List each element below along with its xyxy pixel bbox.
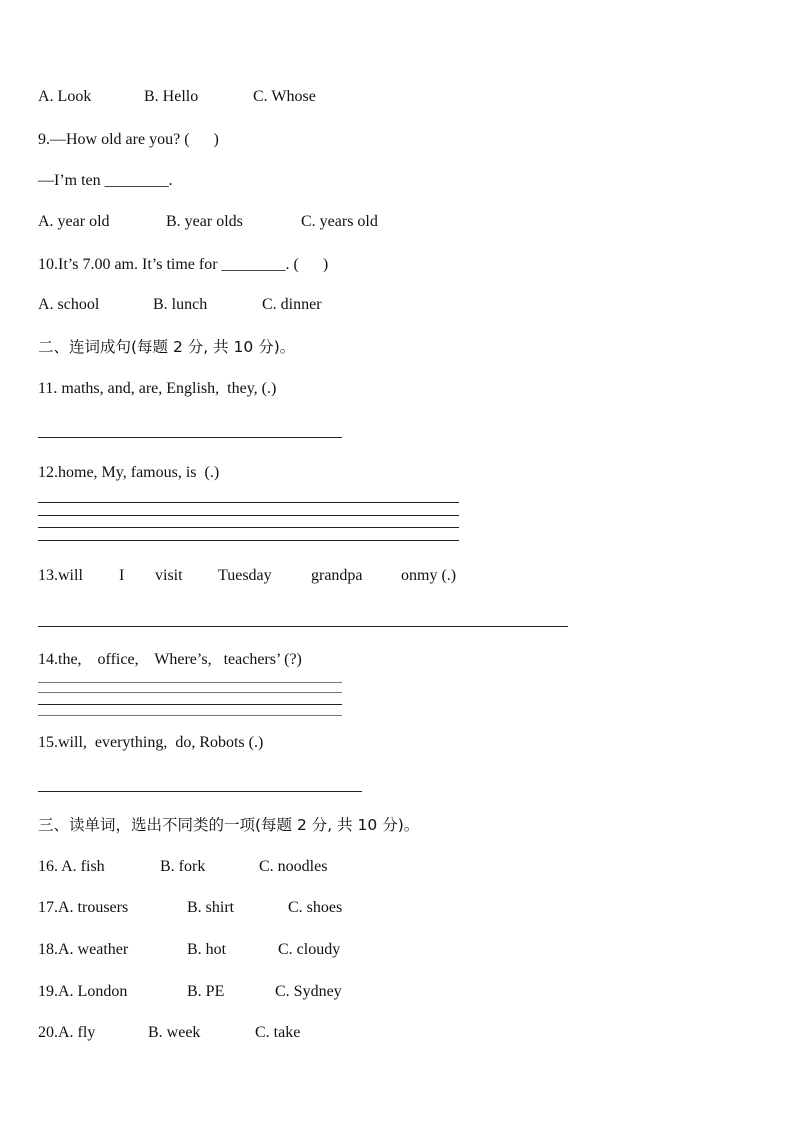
q19-option-a: 19.A. London	[38, 983, 128, 1000]
section-3-heading: 三、读单词，选出不同类的一项(每题 2 分, 共 10 分)。	[38, 816, 420, 834]
q16-option-b: B. fork	[160, 858, 206, 875]
q20-option-c: C. take	[255, 1024, 301, 1041]
q13-word-6: onmy (.)	[401, 567, 457, 584]
q9-answer-line: —I’m ten ________.	[38, 172, 173, 189]
q10-question: 10.It’s 7.00 am. It’s time for ________. ( )	[38, 256, 329, 273]
q18-option-c: C. cloudy	[278, 941, 341, 958]
q13-word-5: grandpa	[311, 567, 363, 584]
section-2-heading: 二、连词成句(每题 2 分, 共 10 分)。	[38, 338, 296, 356]
q8-option-b: B. Hello	[144, 88, 199, 105]
q13-word-3: visit	[155, 567, 183, 584]
q18-option-b: B. hot	[187, 941, 227, 958]
q16-option-c: C. noodles	[259, 858, 328, 875]
q8-option-c: C. Whose	[253, 88, 316, 105]
q12-answer-line-3[interactable]	[38, 527, 459, 528]
q17-option-b: B. shirt	[187, 899, 235, 916]
q19-option-c: C. Sydney	[275, 983, 342, 1000]
q14-answer-line-2[interactable]	[38, 692, 342, 693]
q13-word-2: I	[119, 567, 125, 584]
q20-option-b: B. week	[148, 1024, 201, 1041]
q17-option-a: 17.A. trousers	[38, 899, 129, 916]
q9-question: 9.—How old are you? ( )	[38, 131, 219, 148]
q12-answer-line-1[interactable]	[38, 502, 459, 503]
q10-option-b: B. lunch	[153, 296, 208, 313]
q13-answer-line[interactable]	[38, 626, 568, 627]
q11-answer-line[interactable]	[38, 437, 342, 438]
q11-prompt: 11. maths, and, are, English, they, (.)	[38, 380, 277, 397]
q12-answer-line-4[interactable]	[38, 540, 459, 541]
q15-answer-line[interactable]	[38, 791, 362, 792]
q17-option-c: C. shoes	[288, 899, 343, 916]
q9-option-b: B. year olds	[166, 213, 243, 230]
q12-answer-line-2[interactable]	[38, 515, 459, 516]
q14-answer-line-4[interactable]	[38, 715, 342, 716]
q9-option-a: A. year old	[38, 213, 110, 230]
q14-answer-line-1[interactable]	[38, 682, 342, 683]
q12-prompt: 12.home, My, famous, is (.)	[38, 464, 220, 481]
q16-option-a: 16. A. fish	[38, 858, 105, 875]
q13-word-4: Tuesday	[218, 567, 272, 584]
q8-option-a: A. Look	[38, 88, 92, 105]
q14-prompt: 14.the, office, Where’s, teachers’ (?)	[38, 651, 302, 668]
q14-answer-line-3[interactable]	[38, 704, 342, 705]
q13-word-1: 13.will	[38, 567, 83, 584]
q15-prompt: 15.will, everything, do, Robots (.)	[38, 734, 264, 751]
q19-option-b: B. PE	[187, 983, 225, 1000]
q18-option-a: 18.A. weather	[38, 941, 129, 958]
q10-option-c: C. dinner	[262, 296, 322, 313]
q10-option-a: A. school	[38, 296, 100, 313]
q9-option-c: C. years old	[301, 213, 378, 230]
q20-option-a: 20.A. fly	[38, 1024, 96, 1041]
